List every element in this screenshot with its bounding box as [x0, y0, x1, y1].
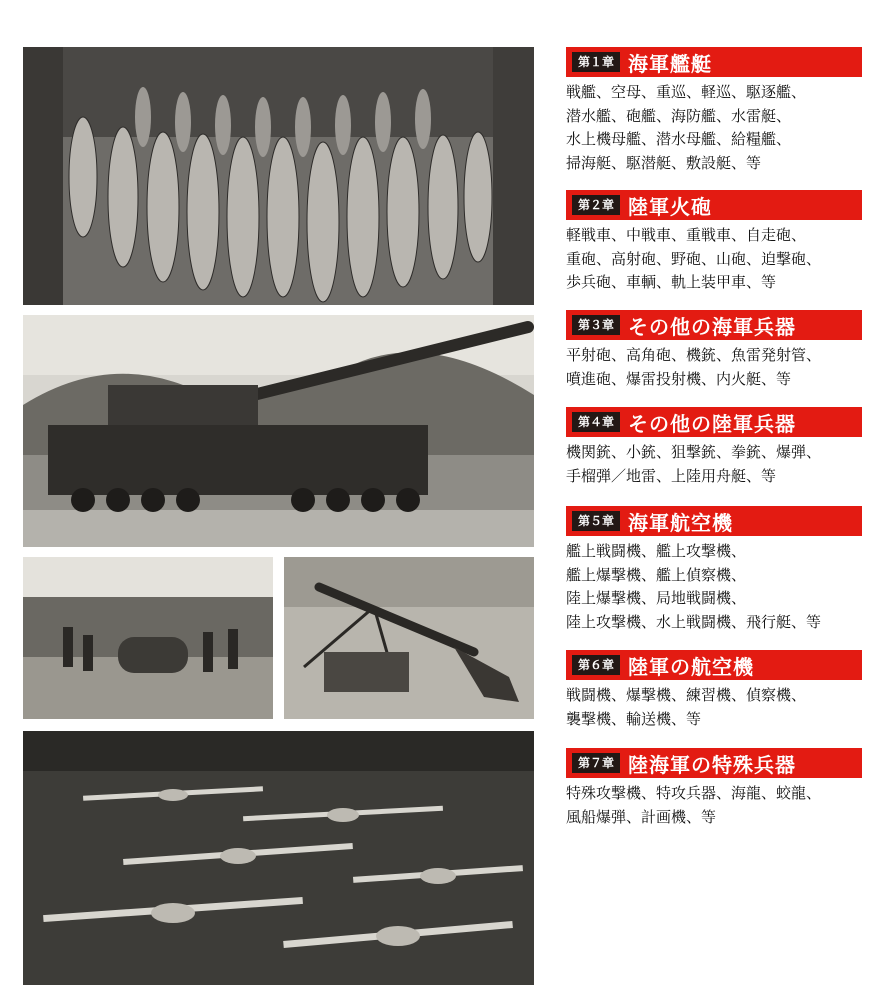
chapter-item-list	[566, 344, 862, 391]
chapter-title: 陸軍の航空機	[628, 654, 755, 679]
photo-heavy-artillery	[23, 557, 273, 719]
chapter-title: 陸海軍の特殊兵器	[628, 752, 797, 777]
chapter-7	[566, 748, 862, 829]
chapter-item-line: 軽戦車、中戦車、重戦車、自走砲、	[566, 226, 807, 244]
chapter-number-badge: 第３章	[572, 315, 620, 335]
chapter-number-badge: 第５章	[572, 511, 620, 531]
chapter-item-line: 潜水艦、砲艦、海防艦、水雷艇、	[566, 106, 792, 125]
chapter-5	[566, 506, 862, 634]
chapter-number-badge: 第４章	[572, 412, 620, 432]
chapter-header	[566, 310, 862, 340]
chapter-2	[566, 190, 862, 295]
chapter-number-badge: 第６章	[572, 655, 620, 675]
chapter-title: 陸軍火砲	[628, 194, 713, 219]
chapter-item-line: 戦闘機、爆撃機、練習機、偵察機、	[566, 686, 807, 704]
chapter-item-line: 水上機母艦、潜水母艦、給糧艦、	[566, 130, 792, 148]
chapter-item-line: 陸上爆撃機、局地戦闘機、	[566, 589, 747, 607]
chapter-4	[566, 407, 862, 488]
chapter-header	[566, 650, 862, 680]
chapter-item-line: 特殊攻撃機、特攻兵器、海龍、蛟龍、	[566, 784, 822, 802]
chapter-header	[566, 506, 862, 536]
chapter-item-list	[566, 782, 862, 829]
chapter-item-list	[566, 81, 862, 175]
chapter-item-line: 噴進砲、爆雷投射機、内火艇、等	[566, 369, 792, 388]
chapter-item-line: 手榴弾／地雷、上陸用舟艇、等	[566, 466, 777, 485]
chapter-3	[566, 310, 862, 391]
chapter-item-line: 襲撃機、輸送機、等	[566, 709, 702, 728]
chapter-item-list	[566, 224, 862, 295]
chapter-number-badge: 第７章	[572, 753, 620, 773]
chapter-number-badge: 第２章	[572, 195, 620, 215]
chapter-title: その他の陸軍兵器	[628, 411, 797, 436]
chapter-item-line: 艦上戦闘機、艦上攻撃機、	[566, 542, 747, 560]
chapter-1	[566, 47, 862, 175]
chapter-item-list	[566, 684, 862, 731]
chapter-item-line: 重砲、高射砲、野砲、山砲、迫撃砲、	[566, 249, 822, 268]
chapter-item-line: 戦艦、空母、重巡、軽巡、駆逐艦、	[566, 83, 807, 101]
chapter-header	[566, 47, 862, 77]
photo-machine-gun	[284, 557, 534, 719]
chapter-item-list	[566, 540, 862, 634]
photo-carrier-aircraft	[23, 731, 534, 985]
chapter-item-line: 艦上爆撃機、艦上偵察機、	[566, 565, 747, 584]
photo-railway-gun	[23, 315, 534, 547]
chapter-item-line: 陸上攻撃機、水上戦闘機、飛行艇、等	[566, 612, 822, 631]
chapter-6	[566, 650, 862, 731]
photo-midget-submarines	[23, 47, 534, 305]
chapter-header	[566, 407, 862, 437]
chapter-item-line: 掃海艇、駆潜艇、敷設艇、等	[566, 153, 762, 172]
chapter-title: 海軍航空機	[628, 510, 734, 535]
chapter-item-line: 風船爆弾、計画機、等	[566, 807, 717, 826]
chapter-header	[566, 190, 862, 220]
chapter-header	[566, 748, 862, 778]
chapter-title: 海軍艦艇	[628, 51, 713, 76]
chapter-item-line: 歩兵砲、車輌、軌上装甲車、等	[566, 273, 777, 291]
chapter-number-badge: 第１章	[572, 52, 620, 72]
chapter-item-line: 平射砲、高角砲、機銃、魚雷発射管、	[566, 346, 822, 364]
chapter-item-line: 機関銃、小銃、狙撃銃、拳銃、爆弾、	[566, 443, 822, 461]
chapter-item-list	[566, 441, 862, 488]
chapter-title: その他の海軍兵器	[628, 314, 797, 339]
